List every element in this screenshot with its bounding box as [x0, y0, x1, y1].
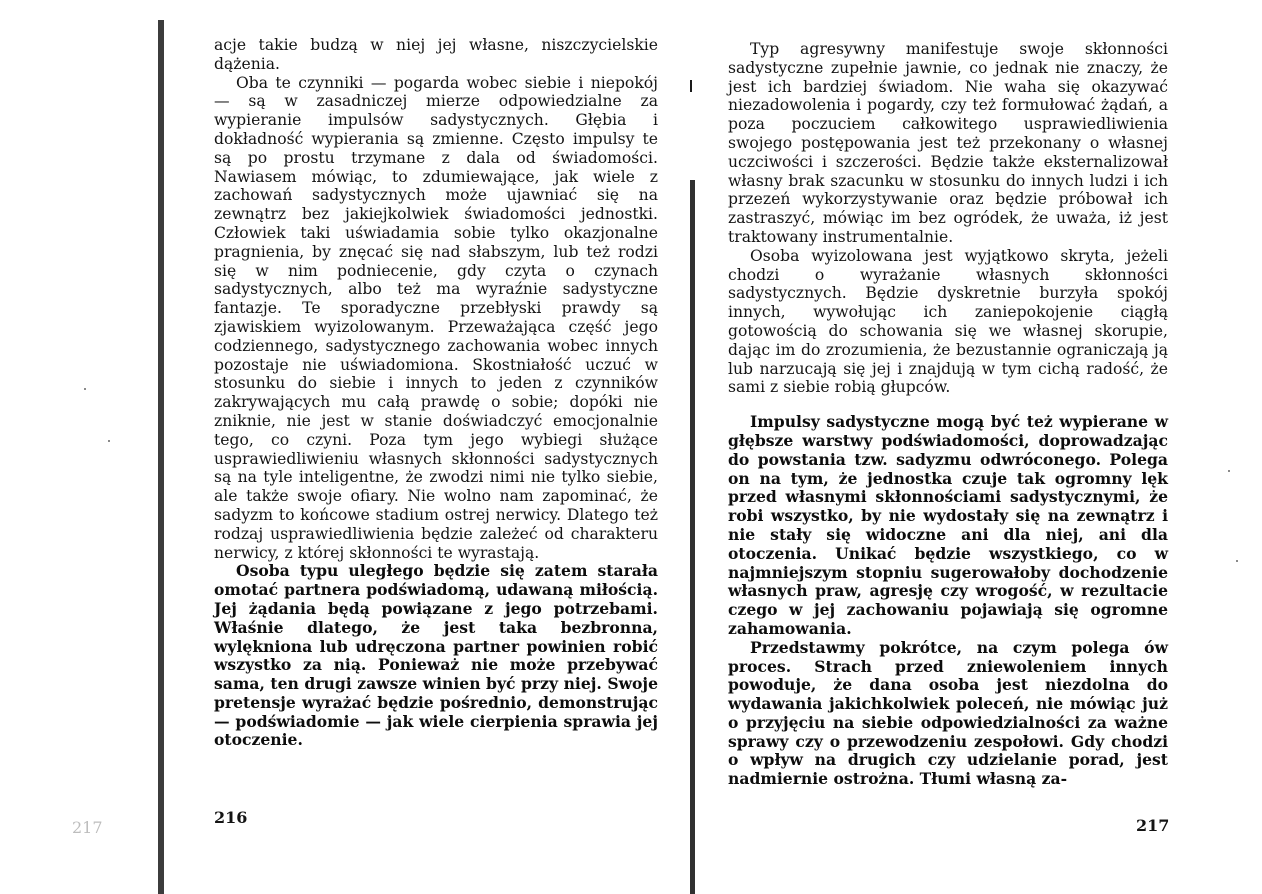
gutter-shadow	[690, 180, 695, 894]
right-page-number: 217	[1136, 816, 1170, 835]
left-page-number: 216	[214, 808, 248, 827]
paragraph: acje takie budzą w niej jej własne, niszczycielskie dążenia.	[214, 36, 658, 73]
left-binding-shadow	[158, 20, 164, 894]
scan-speck	[1236, 560, 1238, 562]
bleed-through-page-number: 217	[72, 818, 103, 837]
scan-speck	[1228, 470, 1230, 472]
right-page-text	[728, 40, 1168, 789]
paragraph: Przedstawmy pokrótce, na czym polega ów proces. Strach przed zniewoleniem innych powoduje, że dana osoba jest niezdolna do wydawania jakichkolwiek poleceń, nie mówiąc już o przyjęciu na siebie odpowiedzialności za ważne sprawy czy o przewodzeniu zespołowi. Gdy chodzi o wpływ na drugich czy udzielanie porad, jest nadmiernie ostrożna. Tłumi własną za-	[728, 637, 1168, 789]
gutter-mark	[690, 80, 692, 92]
section-gap	[728, 397, 1168, 413]
scan-speck	[108, 440, 110, 442]
paragraph: Oba te czynniki — pogarda wobec siebie i niepokój — są w zasadniczej mierze odpowiedzialne za wypieranie impulsów sadystycznych. Głębia i dokładność wypierania są zmienne. Często impulsy te są po prostu trzymane z dala od świadomości. Nawiasem mówiąc, to zdumiewające, jak wiele z zachowań sadystycznych może ujawniać się na zewnątrz bez jakiejkolwiek świadomości jednostki. Człowiek taki uświadamia sobie tylko okazjonalne pragnienia, by znęcać się nad słabszym, lub też rodzi się w nim podniecenie, gdy czyta o czynach sadystycznych, albo też ma wyraźnie sadystyczne fantazje. Te sporadyczne przebłyski prawdy są zjawiskiem wyizolowanym. Przeważająca część jego codziennego, sadystycznego zachowania wobec innych pozostaje nie uświadomiona. Skostniałość uczuć w stosunku do siebie i innych to jeden z czynników zakrywających mu całą prawdę o sobie; dopóki nie zniknie, nie jest w stanie doświadczyć emocjonalnie tego, co czyni. Poza tym jego wybiegi służące usprawiedliwieniu własnych skłonności sadystycznych są na tyle inteligentne, że zwodzi nimi nie tylko siebie, ale także swoje ofiary. Nie wolno nam zapominać, że sadyzm to końcowe stadium ostrej nerwicy. Dlatego też rodzaj usprawiedliwienia będzie zależeć od charakteru nerwicy, z której skłonności te wyrastają.	[214, 73, 658, 562]
paragraph: Impulsy sadystyczne mogą być też wypierane w głębsze warstwy podświadomości, doprowadzając do powstania tzw. sadyzmu odwróconego. Polega on na tym, że jednostka czuje tak ogromny lęk przed własnymi skłonnościami sadystycznymi, że robi wszystko, by nie wydostały się na zewnątrz i nie stały się widoczne ani dla niej, ani dla otoczenia. Unikać będzie wszystkiego, co w najmniejszym stopniu sugerowałoby dochodzenie własnych praw, agresję czy wrogość, w rezultacie czego w jej zachowaniu pojawiają się ogromne zahamowania.	[728, 412, 1168, 638]
scan-speck	[84, 388, 86, 390]
paragraph: Typ agresywny manifestuje swoje skłonności sadystyczne zupełnie jawnie, co jednak nie znaczy, że jest ich bardziej świadom. Nie waha się okazywać niezadowolenia i pogardy, czy też formułować żądań, a poza poczuciem całkowitego usprawiedliwienia swojego postępowania jest też przekonany o własnej uczciwości i szczerości. Będzie także eksternalizował własny brak szacunku w stosunku do innych ludzi i ich przezeń wykorzystywanie oraz będzie próbował ich zastraszyć, mówiąc im bez ogródek, że uważa, iż jest traktowany instrumentalnie.	[728, 40, 1168, 246]
paragraph: Osoba wyizolowana jest wyjątkowo skryta, jeżeli chodzi o wyrażanie własnych skłonności sadystycznych. Będzie dyskretnie burzyła spokój innych, wywołując ich zaniepokojenie ciągłą gotowością do schowania się we własnej skorupie, dając im do zrozumienia, że bezustannie ograniczają ją lub narzucają się jej i znajdują w tym cichą radość, że sami z siebie robią głupców.	[728, 246, 1168, 397]
paragraph: Osoba typu uległego będzie się zatem starała omotać partnera podświadomą, udawaną miłością. Jej żądania będą powiązane z jego potrzebami. Właśnie dlatego, że jest taka bezbronna, wylękniona lub udręczona partner powinien robić wszystko za nią. Ponieważ nie może przebywać sama, ten drugi zawsze winien być przy niej. Swoje pretensje wyrażać będzie pośrednio, demonstrując — podświadomie — jak wiele cierpienia sprawia jej otoczenie.	[214, 561, 658, 750]
left-page-text	[214, 36, 658, 750]
